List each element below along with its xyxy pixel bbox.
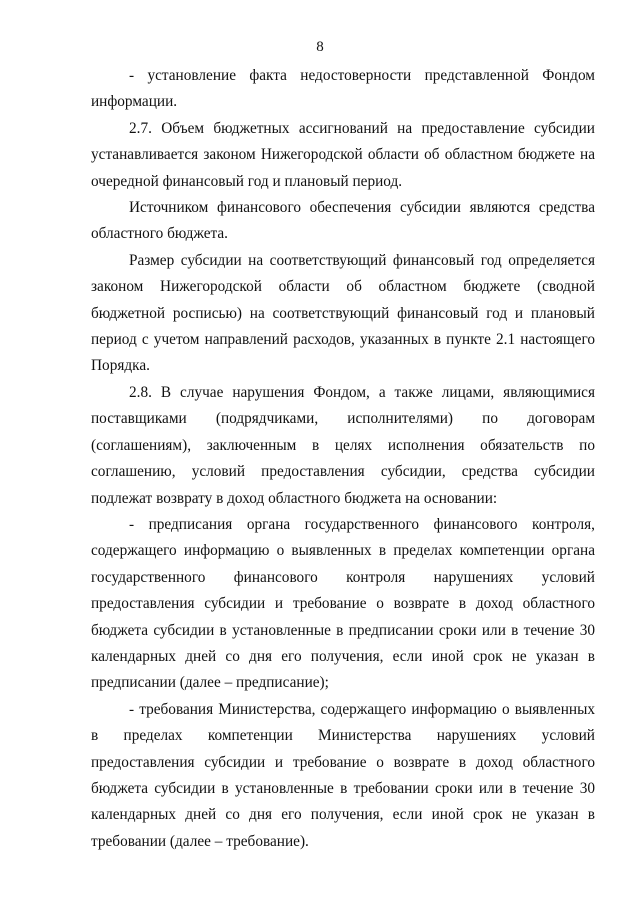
paragraph-2-8-violations: 2.8. В случае нарушения Фондом, а также лицами, являющимися поставщиками (подрядчиками, исполнителями) по договорам (соглашениям), заключенным в целях исполнения обязательств по соглашению, условий предоставления субсидии, средства субсидии подлежат возврату в доход областного бюджета на основании:	[91, 383, 595, 507]
paragraph-funding-source: Источником финансового обеспечения субсидии являются средства областного бюджета.	[91, 199, 595, 243]
paragraph-subsidy-amount: Размер субсидии на соответствующий финансовый год определяется законом Нижегородской области об областном бюджете (сводной бюджетной росписью) на соответствующий финансовый год и плановый период с учетом направлений расходов, указанных в пункте 2.1 настоящего Порядка.	[91, 251, 595, 375]
paragraph-2-7-budget-allocation: 2.7. Объем бюджетных ассигнований на предоставление субсидии устанавливается законом Нижегородской области об областном бюджете на очередной финансовый год и плановый период.	[91, 119, 595, 190]
paragraph-ministry-requirement: - требования Министерства, содержащего информацию о выявленных в пределах компетенции Министерства нарушениях условий предоставления субсидии и требование о возврате в доход областного бюджета субсидии в установленные в требовании сроки или в течение 30 календарных дней со дня его получения, если иной срок не указан в требовании (далее – требование).	[91, 700, 595, 850]
paragraph-unreliable-info: - установление факта недостоверности представленной Фондом информации.	[91, 67, 595, 111]
document-body	[91, 63, 595, 855]
page-number: 8	[316, 39, 324, 55]
paragraph-control-order: - предписания органа государственного финансового контроля, содержащего информацию о выявленных в пределах компетенции органа государственного финансового контроля нарушениях условий предоставления субсидии и требование о возврате в доход областного бюджета субсидии в установленные в предписании сроки или в течение 30 календарных дней со дня его получения, если иной срок не указан в предписании (далее – предписание);	[91, 515, 595, 692]
